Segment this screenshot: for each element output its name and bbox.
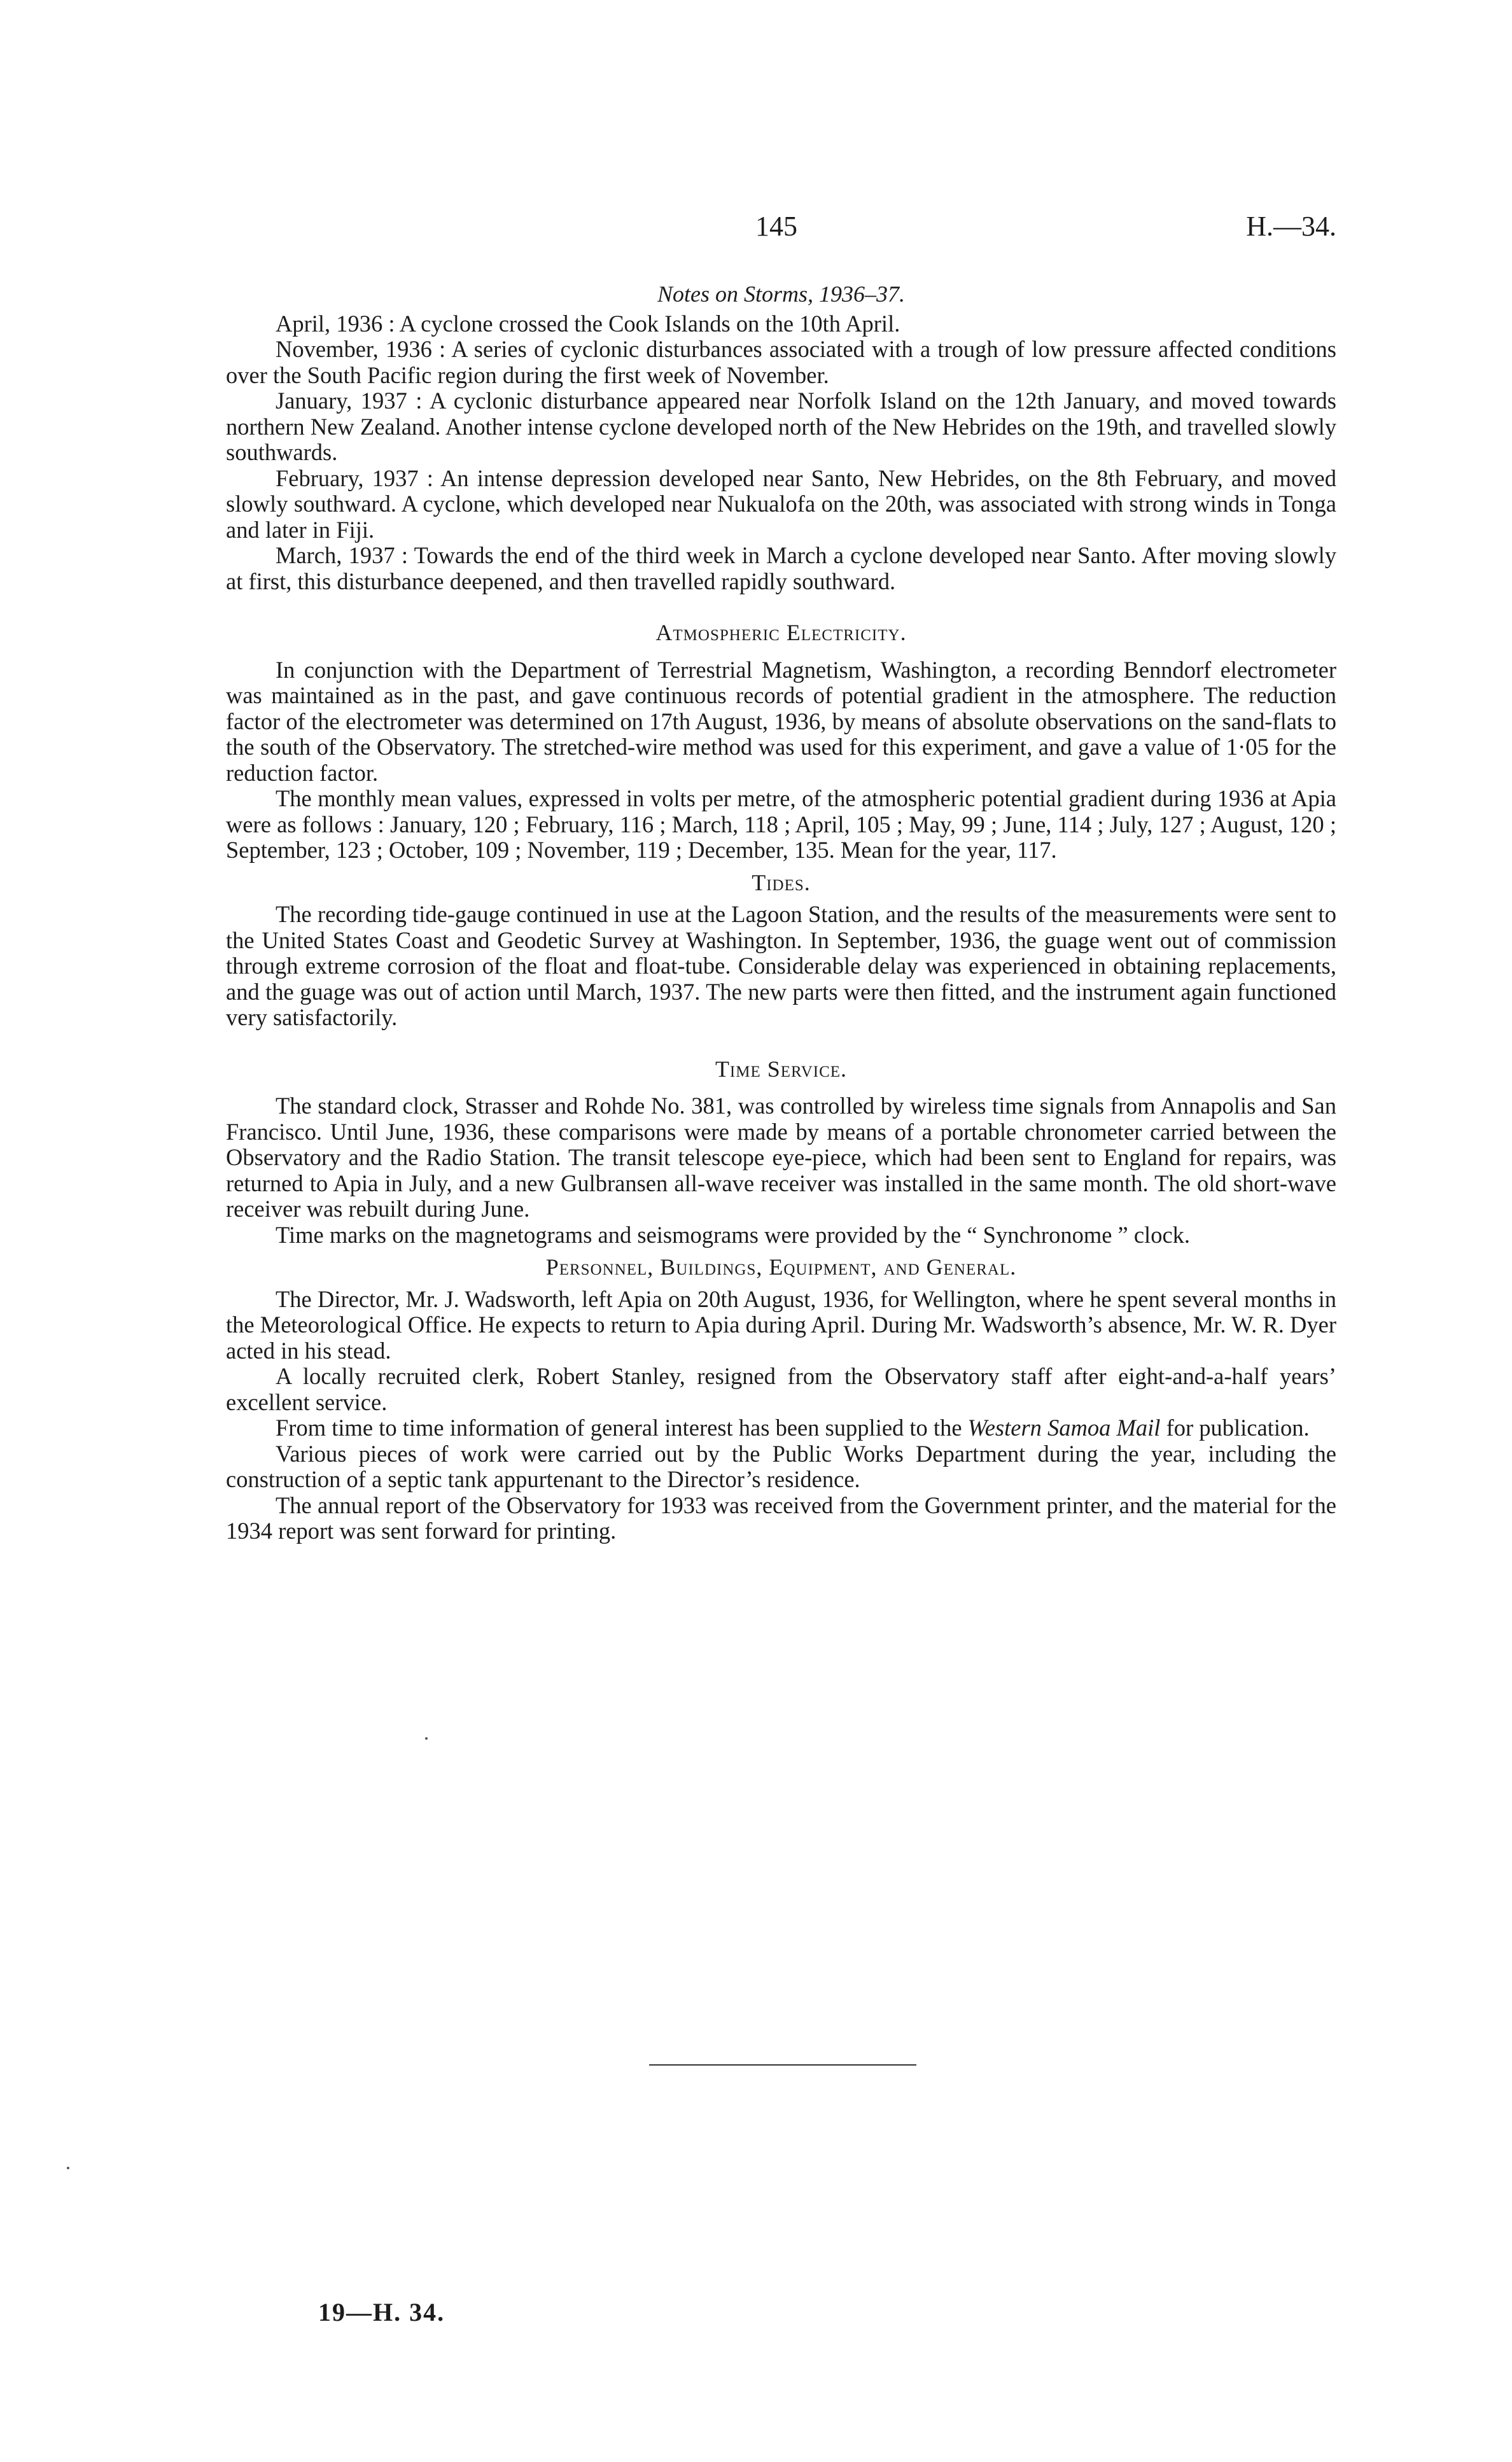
atmospheric-paragraph: In conjunction with the Department of Terrestrial Magnetism, Washington, a recording Benndorf electrometer was maintained as in the past, and gave continuous records of potential gradient in the atmosphere. The reduction factor of the electrometer was determined on 17th August, 1936, by means of absolute observations on the sand-flats to the south of the Observatory. The stretched-wire method was used for this experiment, and gave a value of 1·05 for the reduction factor. [226, 656, 1336, 786]
personnel-paragraph: The annual report of the Observatory for 1933 was received from the Government printer, and the material for the 1934 report was sent forward for printing. [226, 1492, 1336, 1544]
tides-heading: Tides. [752, 869, 811, 895]
page-number: 145 [755, 211, 797, 242]
personnel-paragraph: The Director, Mr. J. Wadsworth, left Apia on 20th August, 1936, for Wellington, where he spent several months in the Meteorological Office. He expects to return to Apia during April. During Mr. Wadsworth’s absence, Mr. W. R. Dyer acted in his stead. [226, 1285, 1336, 1364]
time-service-heading: Time Service. [715, 1056, 848, 1082]
storms-heading-part2: 1936–37. [819, 281, 906, 307]
personnel-paragraph-mail [226, 1415, 1336, 1441]
personnel-paragraph: A locally recruited clerk, Robert Stanley, resigned from the Observatory staff after eight-and-a-half years’ excellent service. [226, 1363, 1336, 1415]
print-signature: 19—H. 34. [318, 2298, 445, 2326]
storms-heading [226, 281, 1336, 307]
mail-text-before: From time to time information of general interest has been supplied to the [276, 1415, 962, 1441]
time-service-paragraph: The standard clock, Strasser and Rohde No. 381, was controlled by wireless time signals from Annapolis and San Francisco. Until June, 1936, these comparisons were made by means of a portable chronometer carried between the Observatory and the Radio Station. The transit telescope eye-piece, which had been sent to England for repairs, was returned to Apia in July, and a new Gulbransen all-wave receiver was installed in the same month. The old short-wave receiver was rebuilt during June. [226, 1093, 1336, 1222]
personnel-paragraph: Various pieces of work were carried out by the Public Works Department during the year, including the construction of a septic tank appurtenant to the Director’s residence. [226, 1440, 1336, 1492]
time-service-paragraph: Time marks on the magnetograms and seismograms were provided by the “ Synchronome ” clock. [276, 1221, 1191, 1248]
closing-rule [649, 2064, 916, 2066]
document-reference: H.—34. [1246, 211, 1336, 242]
paper-speck [67, 2167, 69, 2169]
storms-heading-part1: Notes on Storms, [657, 281, 814, 307]
tides-paragraph: The recording tide-gauge continued in use at the Lagoon Station, and the results of the measurements were sent to the United States Coast and Geodetic Survey at Washington. In September, 1936, the guage went out of commission through extreme corrosion of the float and float-tube. Considerable delay was experienced in obtaining replacements, and the guage was out of action until March, 1937. The new parts were then fitted, and the instrument again functioned very satisfactorily. [226, 901, 1336, 1030]
page-body [226, 281, 1336, 1544]
atmospheric-paragraph: The monthly mean values, expressed in volts per metre, of the atmospheric potential gradient during 1936 at Apia were as follows : January, 120 ; February, 116 ; March, 118 ; April, 105 ; May, 99 ; June, 114 ; July, 127 ; August, 120 ; September, 123 ; October, 109 ; November, 119 ; December, 135. Mean for the year, 117. [226, 785, 1336, 863]
storms-paragraph: March, 1937 : Towards the end of the third week in March a cyclone developed near Santo. After moving slowly at first, this disturbance deepened, and then travelled rapidly southward. [226, 542, 1336, 594]
storms-paragraph: November, 1936 : A series of cyclonic disturbances associated with a trough of low pressure affected conditions over the South Pacific region during the first week of November. [226, 336, 1336, 388]
personnel-heading: Personnel, Buildings, Equipment, and General. [545, 1254, 1017, 1280]
storms-paragraph: February, 1937 : An intense depression developed near Santo, New Hebrides, on the 8th February, and moved slowly southward. A cyclone, which developed near Nukualofa on the 20th, was associated with strong winds in Tonga and later in Fiji. [226, 465, 1336, 543]
mail-text-after: for publication. [1166, 1415, 1310, 1441]
newspaper-title: Western Samoa Mail [967, 1415, 1161, 1441]
storms-paragraph: April, 1936 : A cyclone crossed the Cook Islands on the 10th April. [276, 310, 900, 337]
storms-paragraph: January, 1937 : A cyclonic disturbance appeared near Norfolk Island on the 12th January, and moved towards northern New Zealand. Another intense cyclone developed north of the New Hebrides on the 19th, and travelled slowly southwards. [226, 388, 1336, 465]
paper-speck [425, 1737, 428, 1740]
atmospheric-electricity-heading: Atmospheric Electricity. [655, 620, 907, 645]
